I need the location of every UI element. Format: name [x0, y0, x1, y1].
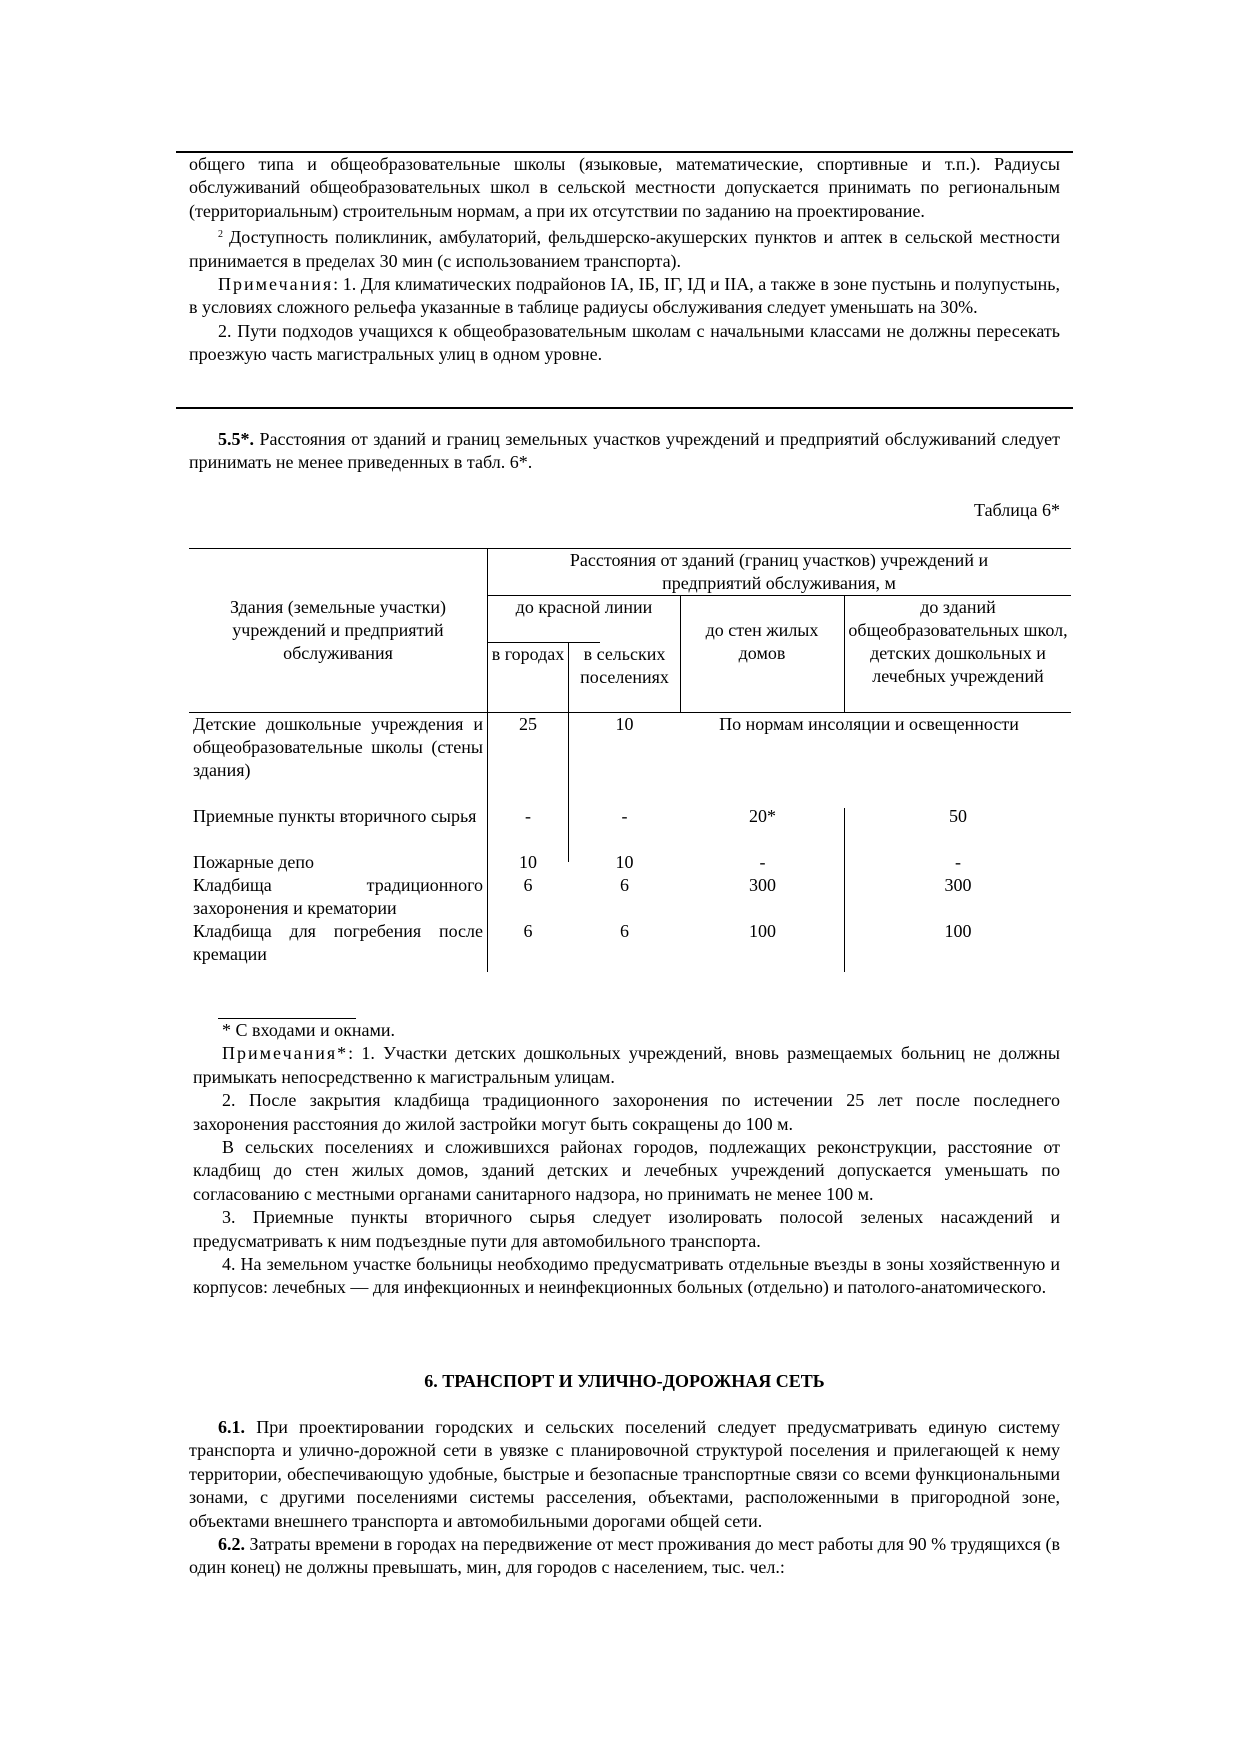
- notes-star-3: 3. Приемные пункты вторичного сырья следует изолировать полосой зеленых насаждений и предусматривать к ним подъездные пути для автомобильного транспорта.: [193, 1207, 1060, 1251]
- table-6: [189, 548, 1071, 972]
- footnote-mark: 2: [218, 229, 223, 241]
- notes-star-1: [193, 1042, 1060, 1089]
- table-row-3-schools: -: [955, 852, 961, 872]
- clause-6-1: [189, 1416, 1060, 1533]
- notes-star-label: Примечания*: [222, 1043, 349, 1064]
- table-row-1-name: Детские дошкольные учреждения и общеобразовательные школы (стены здания): [193, 714, 483, 780]
- clause-6-1-text: При проектировании городских и сельских поселений следует предусматривать единую систему транспорта и улично-дорожной сети в увязке с планировочной структурой поселения и прилегающей к нему территории, обеспечивающую удобные, быстрые и безопасные транспортные связи со всеми функциональными зонами, с другими поселениями системы расселения, объектами, расположенными в пригородной зоне, объектами внешнего транспорта и автомобильными дорогами общей сети.: [189, 1417, 1060, 1531]
- clause-6-2: [189, 1533, 1060, 1580]
- table-footnotes: [193, 1019, 1060, 1300]
- table-row-3-village: 10: [615, 852, 634, 872]
- table-row-2-schools: 50: [949, 806, 967, 826]
- notes-label: Примечания: [218, 274, 334, 295]
- notes-star-2: 2. После закрытия кладбища традиционного захоронения по истечении 25 лет после последнего захоронения расстояния до жилой застройки могут быть сокращены до 100 м.: [193, 1090, 1060, 1134]
- col-header-schools: до зданий общеобразовательных школ, детских дошкольных и лечебных учреждений: [848, 597, 1068, 686]
- table-row-1-merged: По нормам инсоляции и освещенности: [719, 714, 1019, 734]
- table-row-5-city: 6: [523, 921, 533, 941]
- notes-star-1-text: : 1. Участки детских дошкольных учреждений, вновь размещаемых больниц не должны примыкать непосредственно к магистральным улицам.: [193, 1043, 1060, 1087]
- footnote-2-text: Доступность поликлиник, амбулаторий, фельдшерско-акушерских пунктов и аптек в сельской местности принимается в пределах 30 мин (с использованием транспорта).: [189, 227, 1060, 271]
- col-header-red-line: до красной линии: [515, 597, 653, 617]
- star-footnote: * С входами и окнами.: [222, 1020, 395, 1040]
- section-6-body: [189, 1416, 1060, 1580]
- clause-number: 5.5*.: [218, 429, 254, 449]
- table-row-4-houses: 300: [749, 875, 776, 895]
- table-row-2-village: -: [621, 806, 628, 826]
- col-header-houses: до стен жилых домов: [705, 620, 819, 663]
- table-row-1-village: 10: [615, 714, 634, 734]
- notes-star-2b: В сельских поселениях и сложившихся районах городов, подлежащих реконструкции, расстояние от кладбищ до стен жилых домов, зданий детских и лечебных учреждений допускается уменьшать по согласованию с местными органами санитарного надзора, но принимать не менее 100 м.: [193, 1137, 1060, 1204]
- school-radius-paragraph: общего типа и общеобразовательные школы (языковые, математические, спортивные и т.п.). Радиусы обслуживаний общеобразовательных школ в сельской местности допускается принимать по региональным (территориальным) строительным нормам, а при их отсутствии по заданию на проектирование.: [189, 154, 1060, 221]
- notes-1-text: : 1. Для климатических подрайонов IA, IБ, IГ, IД и IIA, а также в зоне пустынь и полупустынь, в условиях сложного рельефа указанные в таблице радиусы обслуживания следует уменьшать на 30%.: [189, 274, 1060, 318]
- table-row-4-village: 6: [620, 875, 629, 895]
- footnote-2: [189, 223, 1060, 273]
- table-row-5-houses: 100: [749, 921, 776, 941]
- table-row-2-city: -: [525, 806, 531, 826]
- clause-6-2-number: 6.2.: [218, 1534, 245, 1555]
- col-header-villages: в сельских поселениях: [580, 644, 669, 687]
- table-row-3-name: Пожарные депо: [193, 852, 314, 872]
- notes-2: 2. Пути подходов учащихся к общеобразовательным школам с начальными классами не должны пересекать проезжую часть магистральных улиц в одном уровне.: [189, 320, 1060, 365]
- table-row-1-city: 25: [519, 714, 537, 734]
- clause-6-1-number: 6.1.: [218, 1417, 245, 1437]
- table-row-5-village: 6: [620, 921, 629, 941]
- table-row-5-name: Кладбища для погребения после кремации: [193, 921, 483, 964]
- table-row-3-city: 10: [519, 852, 537, 872]
- table-row-3-houses: -: [759, 852, 766, 872]
- section-6-heading: 6. ТРАНСПОРТ И УЛИЧНО-ДОРОЖНАЯ СЕТЬ: [424, 1371, 825, 1391]
- notes-box: [176, 151, 1073, 409]
- notes-1: [189, 273, 1060, 320]
- group-header-distances: Расстояния от зданий (границ участков) учреждений и предприятий обслуживания, м: [569, 550, 989, 593]
- table-caption: Таблица 6*: [974, 500, 1060, 520]
- col-header-buildings: Здания (земельные участки) учреждений и предприятий обслуживания: [230, 597, 446, 663]
- table-row-2-name: Приемные пункты вторичного сырья: [193, 806, 477, 826]
- clause-6-2-text: Затраты времени в городах на передвижение от мест проживания до мест работы для 90 % трудящихся (в один конец) не должны превышать, мин, для городов с населением, тыс. чел.:: [189, 1534, 1060, 1578]
- table-row-4-schools: 300: [944, 875, 972, 895]
- notes-star-4: 4. На земельном участке больницы необходимо предусматривать отдельные въезды в зоны хозяйственную и корпусов: лечебных — для инфекционных и неинфекционных больных (отдельно) и патолого-анатомического.: [193, 1254, 1060, 1298]
- clause-text: Расстояния от зданий и границ земельных участков учреждений и предприятий обслуживаний следует принимать не менее приведенных в табл. 6*.: [189, 429, 1060, 473]
- table-row-4-name: Кладбища традиционного захоронения и крематории: [193, 875, 483, 918]
- table-row-2-houses: 20*: [749, 806, 776, 826]
- col-header-cities: в городах: [491, 644, 565, 664]
- table-row-5-schools: 100: [944, 921, 972, 941]
- clause-5-5: [189, 428, 1060, 475]
- table-row-4-city: 6: [523, 875, 533, 895]
